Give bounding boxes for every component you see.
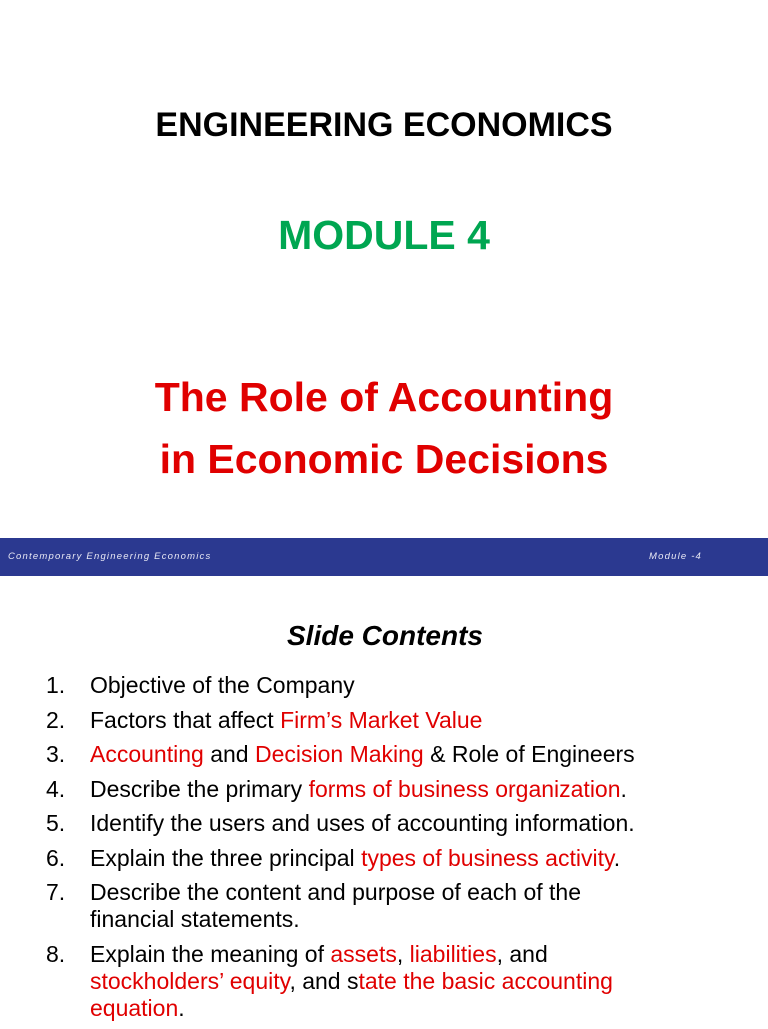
list-item-line (90, 810, 768, 837)
list-item-text: . (178, 994, 185, 1021)
list-item-line (90, 968, 768, 995)
list-item-text: , and (496, 940, 548, 967)
footer-course-name: Contemporary Engineering Economics (8, 551, 212, 562)
list-item-text: financial statements. (90, 906, 300, 932)
highlighted-text: types of business activity (361, 844, 614, 871)
highlighted-text: assets (330, 940, 397, 967)
highlighted-text: stockholders’ equity (90, 967, 290, 994)
list-item-text: & Role of Engineers (423, 741, 635, 767)
list-item (0, 941, 768, 1022)
list-item (0, 879, 768, 933)
highlighted-text: Accounting (90, 741, 204, 767)
list-item-number: 2. (46, 706, 66, 733)
list-item (0, 741, 768, 768)
highlighted-text: forms of business organization (308, 775, 621, 802)
course-title: ENGINEERING ECONOMICS (155, 106, 613, 144)
list-item-line (90, 672, 768, 699)
highlighted-text: equation (90, 994, 179, 1021)
list-item (0, 810, 768, 837)
list-item-number: 3. (46, 741, 66, 767)
list-item (0, 672, 768, 699)
list-item-text: Explain the three principal (90, 844, 362, 871)
list-item-text: Explain the meaning of (90, 940, 331, 967)
highlighted-text: tate the basic accounting (358, 967, 613, 994)
contents-slide (0, 576, 768, 1024)
list-item-text: Objective of the Company (90, 672, 355, 698)
list-item-line (90, 845, 768, 872)
footer-module-label: Module -4 (649, 551, 703, 562)
list-item-text: . (613, 844, 621, 871)
list-item-number: 1. (46, 672, 66, 698)
list-item-line (90, 906, 768, 933)
topic-title-line-2: in Economic Decisions (159, 436, 609, 482)
highlighted-text: Firm’s Market Value (280, 706, 483, 733)
list-item (0, 776, 768, 803)
list-item-line (90, 707, 768, 734)
list-item-number: 6. (46, 844, 66, 871)
list-item-number: 8. (46, 940, 66, 967)
list-item-text: , (396, 940, 410, 967)
slide-footer-bar (0, 538, 768, 576)
list-item-number: 4. (46, 775, 66, 802)
list-item-line (90, 741, 768, 768)
list-item-line (90, 776, 768, 803)
list-item-text: Describe the content and purpose of each of the (90, 879, 581, 905)
list-item-text: Describe the primary (90, 775, 309, 802)
list-item (0, 845, 768, 872)
list-item-text: , and s (289, 967, 359, 994)
list-item (0, 707, 768, 734)
list-item-text: Identify the users and uses of accounting information. (90, 810, 635, 836)
list-item-number: 7. (46, 879, 66, 905)
contents-list (0, 672, 768, 1029)
highlighted-text: liabilities (409, 940, 497, 967)
list-item-line (90, 941, 768, 968)
list-item-line (90, 879, 768, 906)
topic-title-line-1: The Role of Accounting (154, 374, 614, 420)
list-item-text: Factors that affect (90, 706, 281, 733)
list-item-text: and (203, 741, 255, 767)
list-item-number: 5. (46, 810, 66, 836)
list-item-text: . (620, 775, 627, 802)
list-item-line (90, 995, 768, 1022)
topic-title (0, 366, 768, 490)
contents-title: Slide Contents (286, 620, 483, 651)
module-title: MODULE 4 (278, 212, 490, 258)
highlighted-text: Decision Making (254, 741, 424, 767)
